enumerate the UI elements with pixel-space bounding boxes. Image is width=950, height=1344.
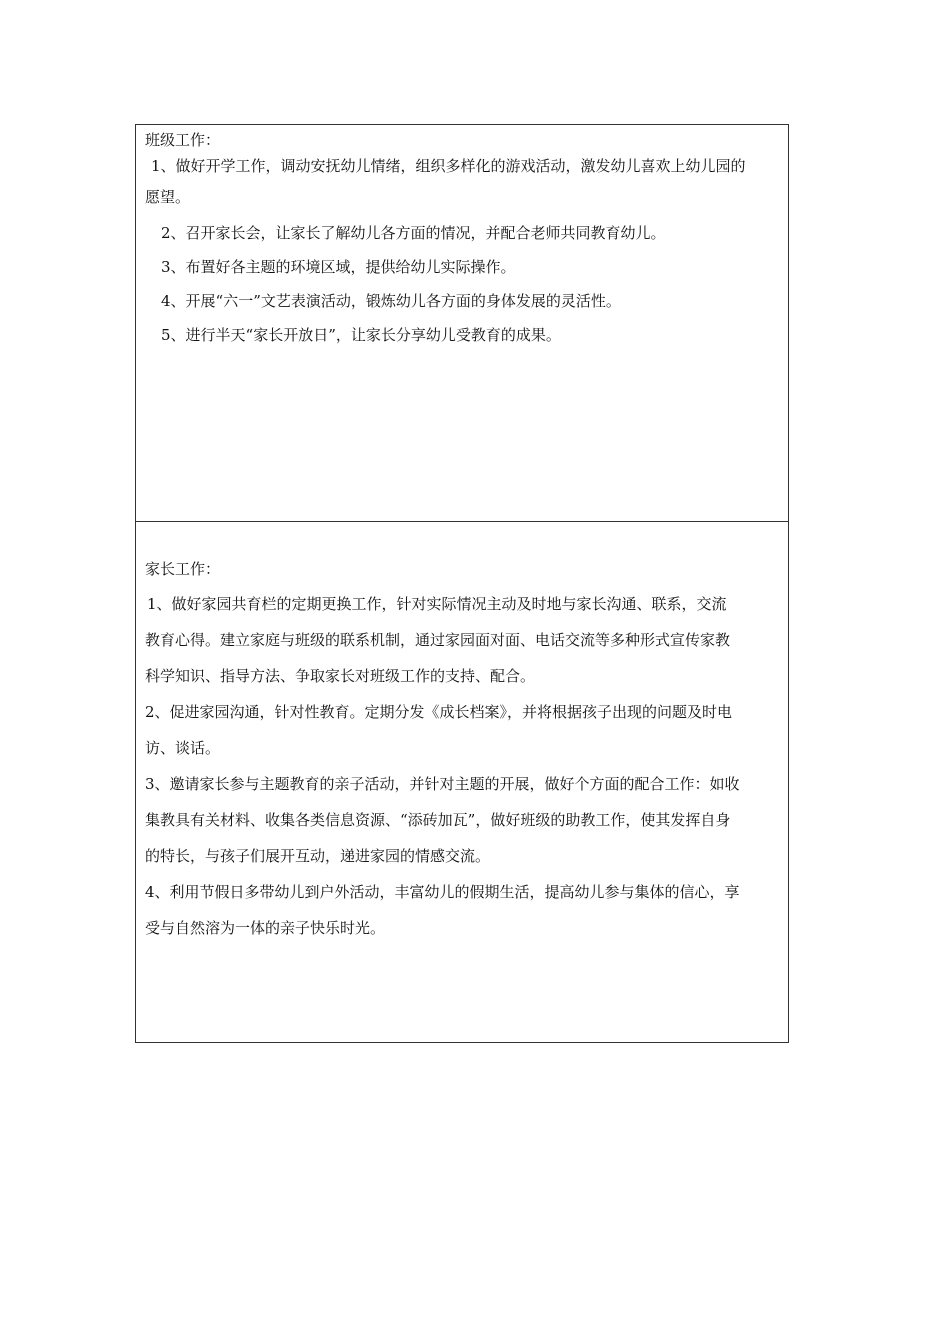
parent-work-item-2-line-2: 访、谈话。 [145,739,221,757]
class-work-item-1-line-1: 1、做好开学工作，调动安抚幼儿情绪，组织多样化的游戏活动，激发幼儿喜欢上幼儿园的 [151,157,746,175]
class-work-item-4: 4、开展“六一”文艺表演活动，锻炼幼儿各方面的身体发展的灵活性。 [161,292,621,310]
parent-work-item-1-line-2: 教育心得。建立家庭与班级的联系机制，通过家园面对面、电话交流等多种形式宣传家教 [145,631,731,649]
class-work-item-1-line-2: 愿望。 [145,188,191,206]
parent-work-heading: 家长工作： [145,560,221,578]
work-plan-table [135,124,789,1043]
parent-work-item-4-line-2: 受与自然溶为一体的亲子快乐时光。 [145,919,386,937]
parent-work-item-1-line-1: 1、做好家园共育栏的定期更换工作，针对实际情况主动及时地与家长沟通、联系，交流 [147,595,727,613]
parent-work-item-3-line-3: 的特长，与孩子们展开互动，递进家园的情感交流。 [145,847,491,865]
parent-work-item-3-line-2: 集教具有关材料、收集各类信息资源、“添砖加瓦”，做好班级的助教工作，使其发挥自身 [145,811,731,829]
parent-work-cell [136,522,788,1042]
class-work-cell [136,125,788,522]
parent-work-item-1-line-3: 科学知识、指导方法、争取家长对班级工作的支持、配合。 [145,667,536,685]
parent-work-item-3-line-1: 3、邀请家长参与主题教育的亲子活动，并针对主题的开展，做好个方面的配合工作：如收 [145,775,740,793]
parent-work-item-2-line-1: 2、促进家园沟通，针对性教育。定期分发《成长档案》，并将根据孩子出现的问题及时电 [145,703,733,721]
class-work-item-2: 2、召开家长会，让家长了解幼儿各方面的情况，并配合老师共同教育幼儿。 [161,224,666,242]
parent-work-item-4-line-1: 4、利用节假日多带幼儿到户外活动，丰富幼儿的假期生活，提高幼儿参与集体的信心，享 [145,883,740,901]
class-work-heading: 班级工作： [145,131,221,149]
class-work-item-5: 5、进行半天“家长开放日”，让家长分享幼儿受教育的成果。 [161,326,561,344]
class-work-item-3: 3、布置好各主题的环境区域，提供给幼儿实际操作。 [161,258,516,276]
